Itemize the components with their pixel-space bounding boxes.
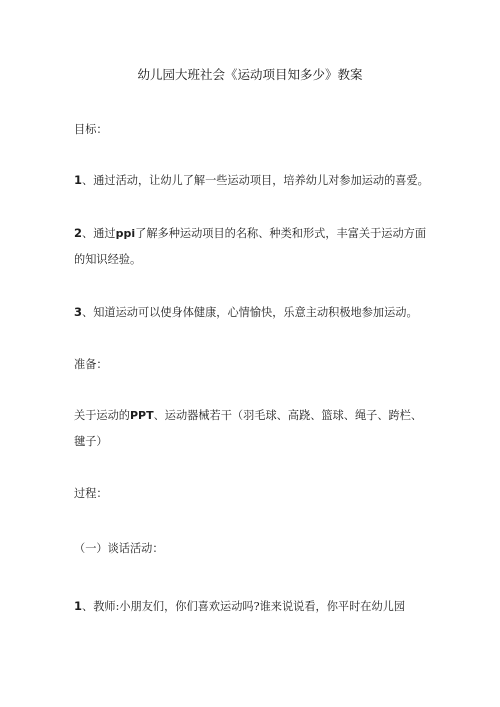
prep-text (74, 403, 430, 455)
prep-ppt: PPT (129, 409, 154, 422)
goals-heading: 目标： (74, 123, 108, 136)
goal-2-number: 2 (74, 226, 83, 240)
step-1 (74, 593, 430, 620)
goal-2-ppi: ppi (115, 227, 136, 240)
prep-text-pre: 关于运动的 (74, 409, 130, 422)
goal-1-number: 1 (74, 173, 83, 187)
goal-1 (74, 167, 430, 194)
goal-1-text: 、通过活动，让幼儿了解一些运动项目，培养幼儿对参加运动的喜爱。 (82, 174, 429, 187)
prep-text-post: 、运动器械若干（羽毛球、高跷、篮球、绳子、跨栏、毽子） (74, 409, 423, 448)
goal-2-text-post: 了解多种运动项目的名称、种类和形式，丰富关于运动方面的知识经验。 (74, 227, 427, 266)
goal-3 (74, 299, 430, 326)
document-title: 幼儿园大班社会《运动项目知多少》教案 (137, 67, 363, 82)
process-heading: 过程： (74, 487, 108, 500)
goal-2-text-pre: 、通过 (82, 227, 116, 240)
step-1-number: 1 (74, 599, 83, 613)
goal-2 (74, 220, 430, 273)
section-1-heading: （一）谈话活动： (74, 542, 164, 555)
goal-3-number: 3 (74, 305, 83, 319)
prep-heading: 准备： (74, 358, 108, 371)
step-1-text: 、教师:小朋友们，你们喜欢运动吗?谁来说说看，你平时在幼儿园 (82, 600, 406, 613)
goal-3-text: 、知道运动可以使身体健康，心情愉快，乐意主动积极地参加运动。 (82, 306, 418, 319)
